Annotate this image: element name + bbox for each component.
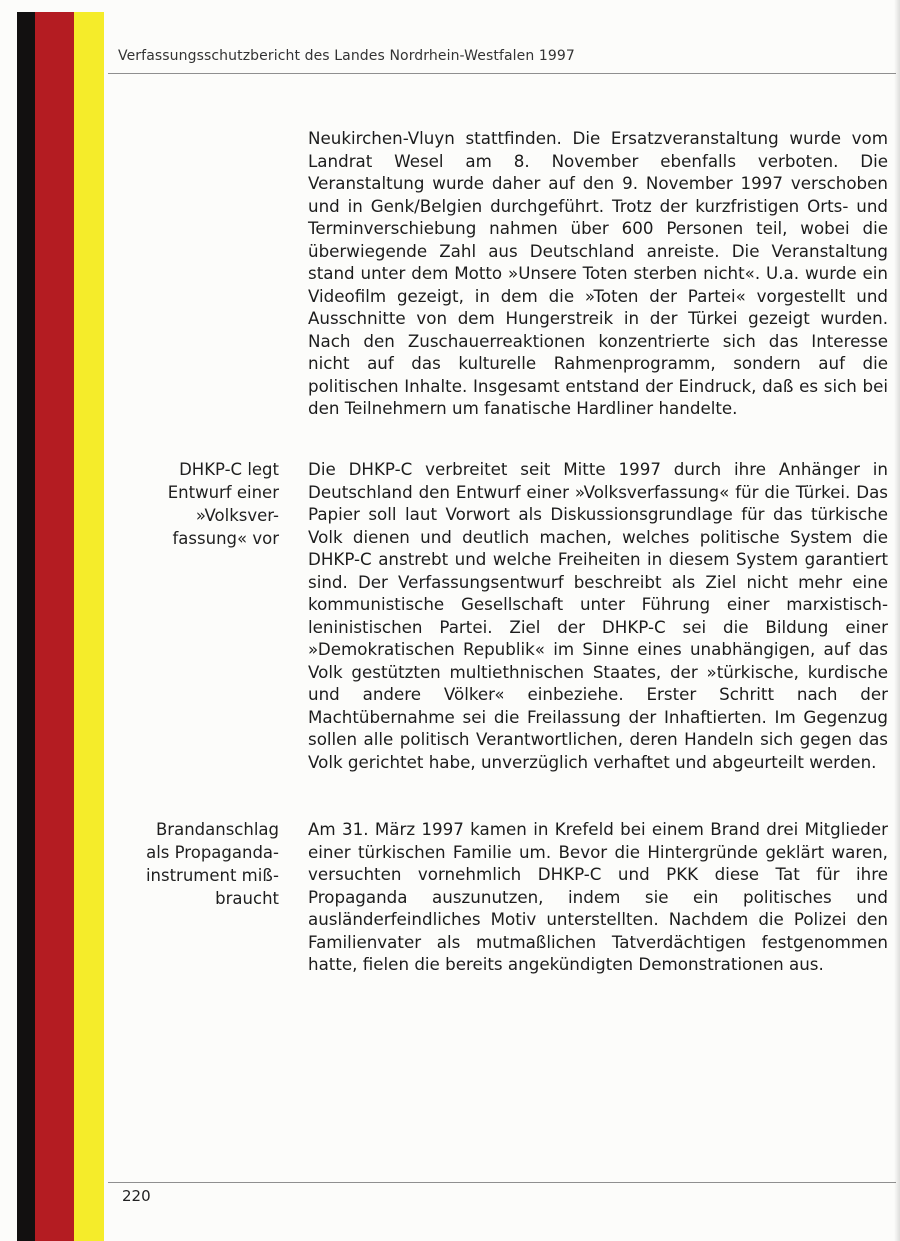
header-rule <box>108 73 896 74</box>
flag-stripe-red <box>35 12 74 1241</box>
footer-rule <box>108 1182 896 1183</box>
margin-note-brandanschlag: Brandanschlag als Propaganda-instrument miß-braucht <box>145 820 279 908</box>
paragraph-volksverfassung: Die DHKP-C verbreitet seit Mitte 1997 durch ihre Anhänger in Deutschland den Entwurf einer »Volksverfassung« für die Türkei. Das Papier soll laut Vorwort als Diskussionsgrundlage für das türkische Volk dienen und deutlich machen, welches politische System die DHKP-C anstrebt und welche Freiheiten in diesem System garantiert sind. Der Verfassungsentwurf beschreibt als Ziel nicht mehr eine kommunistische Gesellschaft unter Führung einer marxistisch-leninistischen Partei. Ziel der DHKP-C sei die Bildung einer »Demokratischen Republik« im Sinne eines unabhängigen, auf das Volk gestützten multiethnischen Staates, der »türkische, kurdische und andere Völker« einbeziehe. Erster Schritt nach der Machtübernahme sei die Freilassung der Inhaftierten. Im Gegenzug sollen alle politisch Verantwortlichen, deren Handeln sich gegen das Volk gerichtet habe, unverzüglich verhaftet und abgeurteilt werden. <box>308 459 888 772</box>
page-number: 220 <box>122 1187 151 1205</box>
page-edge-shadow <box>894 0 900 1241</box>
paragraph-veranstaltung: Neukirchen-Vluyn stattfinden. Die Ersatzveranstaltung wurde vom Landrat Wesel am 8. November ebenfalls verboten. Die Veranstaltung wurde daher auf den 9. November 1997 verschoben und in Genk/Belgien durchgeführt. Trotz der kurzfristigen Orts- und Terminverschiebung nahmen über 600 Personen teil, wobei die überwiegende Zahl aus Deutschland anreiste. Die Veranstaltung stand unter dem Motto »Unsere Toten sterben nicht«. U.a. wurde ein Videofilm gezeigt, in dem die »Toten der Partei« vorgestellt und Ausschnitte von dem Hungerstreik in der Türkei gezeigt wurden. Nach den Zuschauerreaktionen konzentrierte sich das Interesse nicht auf das kulturelle Rahmenprogramm, sondern auf die politischen Inhalte. Insgesamt entstand der Eindruck, daß es sich bei den Teilnehmern um fanatische Hardliner handelte. <box>308 128 888 418</box>
running-header: Verfassungsschutzbericht des Landes Nordrhein-Westfalen 1997 <box>118 48 575 64</box>
paragraph-brandanschlag: Am 31. März 1997 kamen in Krefeld bei einem Brand drei Mitglieder einer türkischen Familie um. Bevor die Hintergründe geklärt waren, versuchten vornehmlich DHKP-C und PKK diese Tat für ihre Propaganda auszunutzen, indem sie ein politisches und ausländerfeindliches Motiv unterstellten. Nachdem die Polizei den Familienvater als mutmaßlichen Tatverdächtigen festgenommen hatte, fielen die bereits angekündigten Demonstrationen aus. <box>308 819 888 974</box>
flag-stripe-black <box>17 12 35 1241</box>
flag-stripe-gold <box>74 12 104 1241</box>
margin-note-dhkp-volksverfassung: DHKP-C legt Entwurf einer »Volksver-fassung« vor <box>167 460 279 548</box>
